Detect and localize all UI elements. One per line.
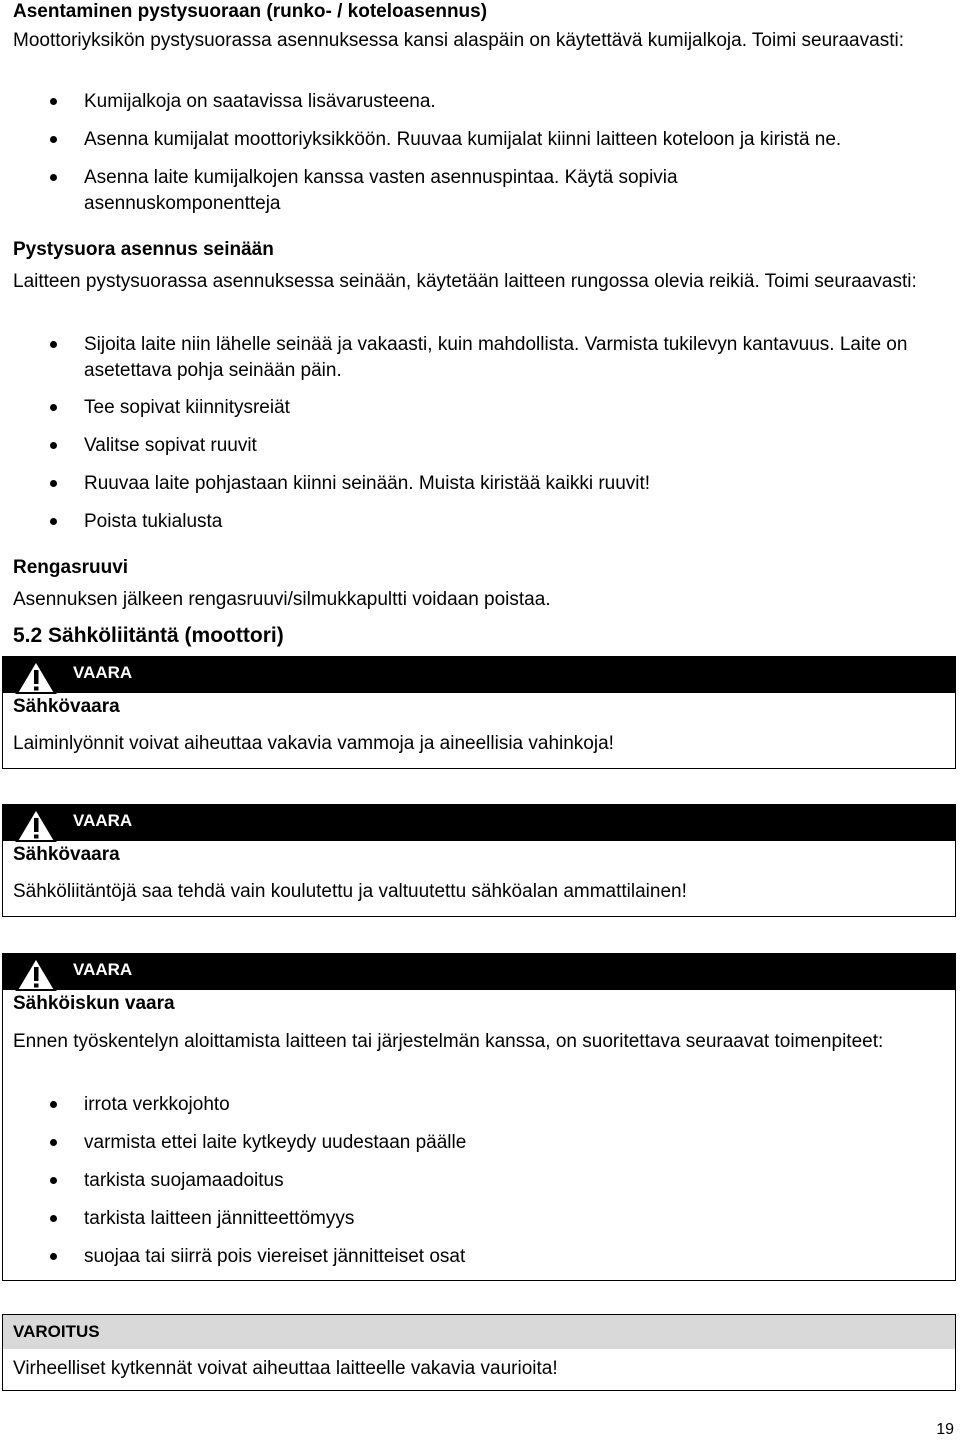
list-item: varmista ettei laite kytkeydy uudestaan päälle [84,1132,467,1153]
caution-text: Virheelliset kytkennät voivat aiheuttaa laitteelle vakavia vaurioita! [13,1358,558,1379]
danger-box [2,656,956,769]
caution-bar [3,1315,955,1349]
heading-vertical-mounting: Asentaminen pystysuoraan (runko- / koteloasennus) [13,1,488,22]
danger-box [2,953,956,1281]
list-item: Poista tukialusta [84,511,223,532]
caution-label: VAROITUS [13,1322,100,1341]
heading-wall-mounting: Pystysuora asennus seinään [13,239,274,260]
bullet [50,1177,57,1184]
danger-box [2,804,956,917]
list-item: Valitse sopivat ruuvit [84,435,257,456]
paragraph-wall-mounting-intro: Laitteen pystysuorassa asennuksessa seinään, käytetään laitteen rungossa olevia reikiä. Toimi seuraavasti: [13,271,917,292]
bullet [50,518,57,525]
bullet [50,404,57,411]
list-item: irrota verkkojohto [84,1094,230,1115]
list-item: Asenna kumijalat moottoriyksikköön. Ruuvaa kumijalat kiinni laitteen koteloon ja kiristä ne. [84,129,842,150]
list-item: Kumijalkoja on saatavissa lisävarusteena. [84,91,436,112]
list-item: tarkista suojamaadoitus [84,1170,284,1191]
warning-triangle-icon [15,956,57,992]
list-item: Ruuvaa laite pohjastaan kiinni seinään. Muista kiristää kaikki ruuvit! [84,473,651,494]
warning-triangle-icon [15,659,57,695]
danger-title: Sähkövaara [13,844,120,865]
list-item: Sijoita laite niin lähelle seinää ja vakaasti, kuin mahdollista. Varmista tukilevyn kantavuus. Laite on asetettava pohja seinään päin. [84,334,908,381]
danger-bar [3,805,955,841]
heading-electrical-connection: 5.2 Sähköliitäntä (moottori) [13,624,284,647]
danger-bar [3,657,955,693]
caution-box [2,1314,956,1391]
bullet [50,136,57,143]
bullet [50,98,57,105]
bullet [50,1139,57,1146]
danger-title: Sähkövaara [13,696,120,717]
danger-label: VAARA [73,811,133,830]
paragraph-vertical-mounting-intro: Moottoriyksikön pystysuorassa asennuksessa kansi alaspäin on käytettävä kumijalkoja. Toimi seuraavasti: [13,30,904,51]
bullet [50,341,57,348]
list-item: suojaa tai siirrä pois viereiset jännitteiset osat [84,1246,466,1267]
danger-label: VAARA [73,960,133,979]
danger-bar [3,954,955,990]
bullet [50,1253,57,1260]
bullet [50,1101,57,1108]
danger-label: VAARA [73,663,133,682]
danger-text: Laiminlyönnit voivat aiheuttaa vakavia vammoja ja aineellisia vahinkoja! [13,733,614,754]
danger-title: Sähköiskun vaara [13,993,175,1014]
list-item: Asenna laite kumijalkojen kanssa vasten asennuspintaa. Käytä sopivia asennuskomponentteja [84,167,678,214]
paragraph-eyebolt: Asennuksen jälkeen rengasruuvi/silmukkapultti voidaan poistaa. [13,589,551,610]
page-number: 19 [936,1421,954,1438]
list-item: Tee sopivat kiinnitysreiät [84,397,290,418]
bullet [50,442,57,449]
danger-text: Ennen työskentelyn aloittamista laitteen tai järjestelmän kanssa, on suoritettava seuraavat toimenpiteet: [13,1031,884,1052]
bullet [50,174,57,181]
list-item: tarkista laitteen jännitteettömyys [84,1208,355,1229]
warning-triangle-icon [15,807,57,843]
bullet [50,1215,57,1222]
danger-text: Sähköliitäntöjä saa tehdä vain koulutettu ja valtuutettu sähköalan ammattilainen! [13,881,687,902]
heading-eyebolt: Rengasruuvi [13,557,129,578]
bullet [50,480,57,487]
